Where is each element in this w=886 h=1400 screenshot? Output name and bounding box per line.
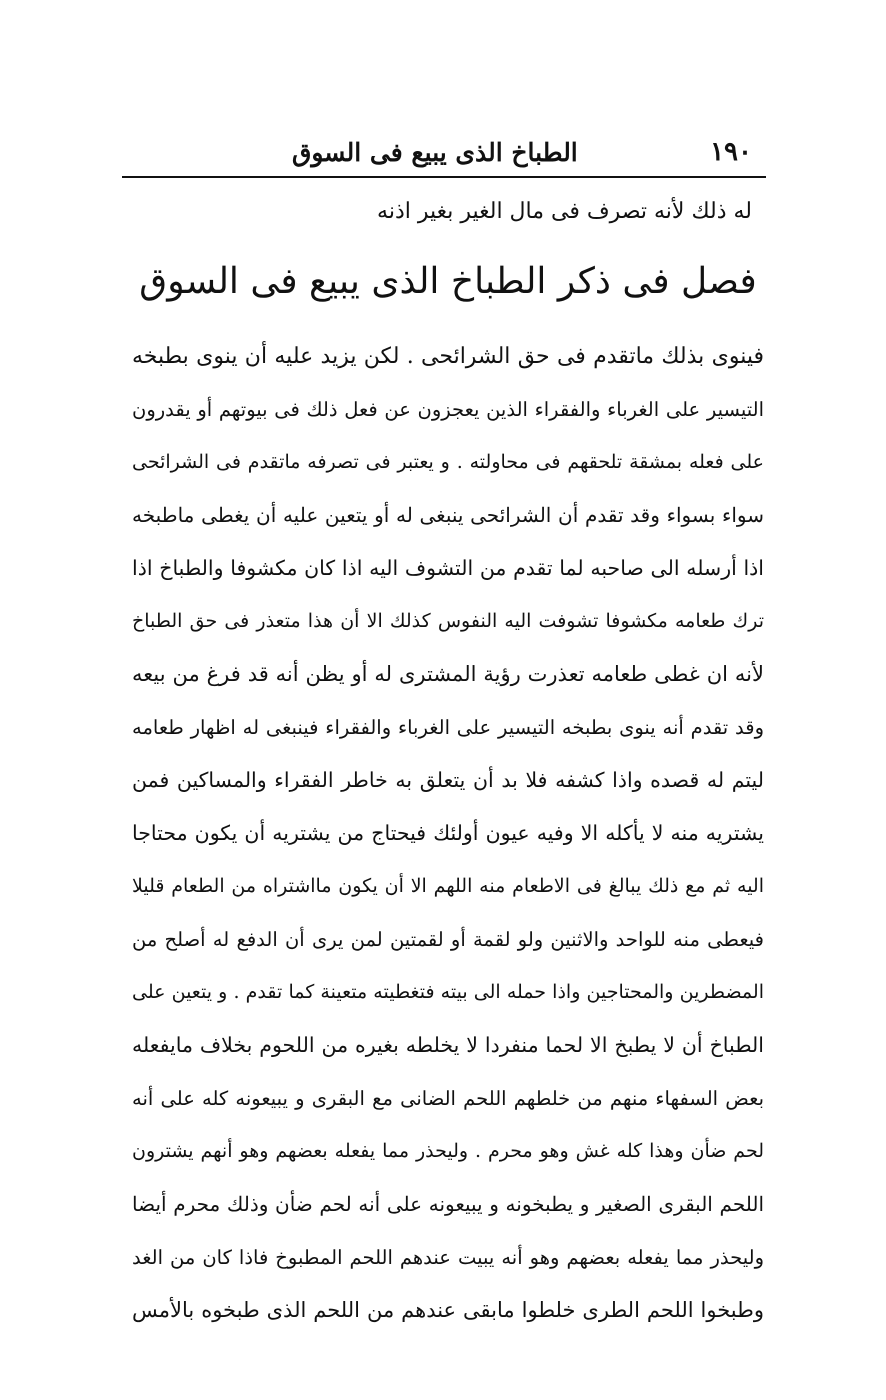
text-line: وطبخوا اللحم الطرى خلطوا مابقى عندهم من اللحم الذى طبخوه بالأمس: [132, 1298, 764, 1322]
text-line: بعض السفهاء منهم من خلطهم اللحم الضانى مع البقرى و يبيعونه كله على أنه: [132, 1087, 764, 1110]
text-line: وليحذر مما يفعله بعضهم وهو أنه يبيت عندهم اللحم المطبوخ فاذا كان من الغد: [132, 1246, 764, 1269]
body-text: [132, 330, 764, 1337]
text-line: المضطرين والمحتاجين واذا حمله الى بيته فتغطيته متعينة كما تقدم . و يتعين على: [132, 981, 764, 1003]
text-line: اذا أرسله الى صاحبه لما تقدم من التشوف اليه اذا كان مكشوفا والطباخ اذا: [132, 556, 764, 580]
section-heading: فصل فى ذكر الطباخ الذى يبيع فى السوق: [139, 261, 757, 302]
text-line: ترك طعامه مكشوفا تشوفت اليه النفوس كذلك الا أن هذا متعذر فى حق الطباخ: [132, 610, 764, 632]
carry-over-line: له ذلك لأنه تصرف فى مال الغير بغير اذنه: [377, 199, 752, 224]
text-line: فينوى بذلك ماتقدم فى حق الشرائحى . لكن يزيد عليه أن ينوى بطبخه: [132, 344, 764, 369]
text-line: الطباخ أن لا يطبخ الا لحما منفردا لا يخلطه بغيره من اللحوم بخلاف مايفعله: [132, 1033, 764, 1057]
text-line: لأنه ان غطى طعامه تعذرت رؤية المشترى له أو يظن أنه قد فرغ من بيعه: [132, 662, 764, 686]
text-line: اللحم البقرى الصغير و يطبخونه و يبيعونه على أنه لحم ضأن وذلك محرم أيضا: [132, 1192, 764, 1216]
running-header: [122, 128, 766, 176]
text-line: سواء بسواء وقد تقدم أن الشرائحى ينبغى له أو يتعين عليه أن يغطى ماطبخه: [132, 503, 764, 527]
text-line: التيسير على الغرباء والفقراء الذين يعجزون عن فعل ذلك فى بيوتهم أو يقدرون: [132, 398, 764, 421]
page-number: ١٩٠: [710, 137, 752, 167]
text-line: يشتريه منه لا يأكله الا وفيه عيون أولئك فيحتاج من يشتريه أن يكون محتاجا: [132, 821, 764, 845]
text-line: فيعطى منه للواحد والاثنين ولو لقمة أو لقمتين لمن يرى أن الدفع له أصلح من: [132, 928, 764, 951]
text-line: ليتم له قصده واذا كشفه فلا بد أن يتعلق به خاطر الفقراء والمساكين فمن: [132, 768, 764, 792]
text-line: اليه ثم مع ذلك يبالغ فى الاطعام منه اللهم الا أن يكون مااشتراه من الطعام قليلا: [132, 875, 764, 897]
header-rule: [122, 176, 766, 178]
text-line: وقد تقدم أنه ينوى بطبخه التيسير على الغرباء والفقراء فينبغى له اظهار طعامه: [132, 716, 764, 739]
text-line: لحم ضأن وهذا كله غش وهو محرم . وليحذر مما يفعله بعضهم وهو أنهم يشترون: [132, 1140, 764, 1162]
running-header-title: الطباخ الذى يبيع فى السوق: [292, 137, 578, 167]
text-line: على فعله بمشقة تلحقهم فى محاولته . و يعتبر فى تصرفه ماتقدم فى الشرائحى: [132, 451, 764, 473]
